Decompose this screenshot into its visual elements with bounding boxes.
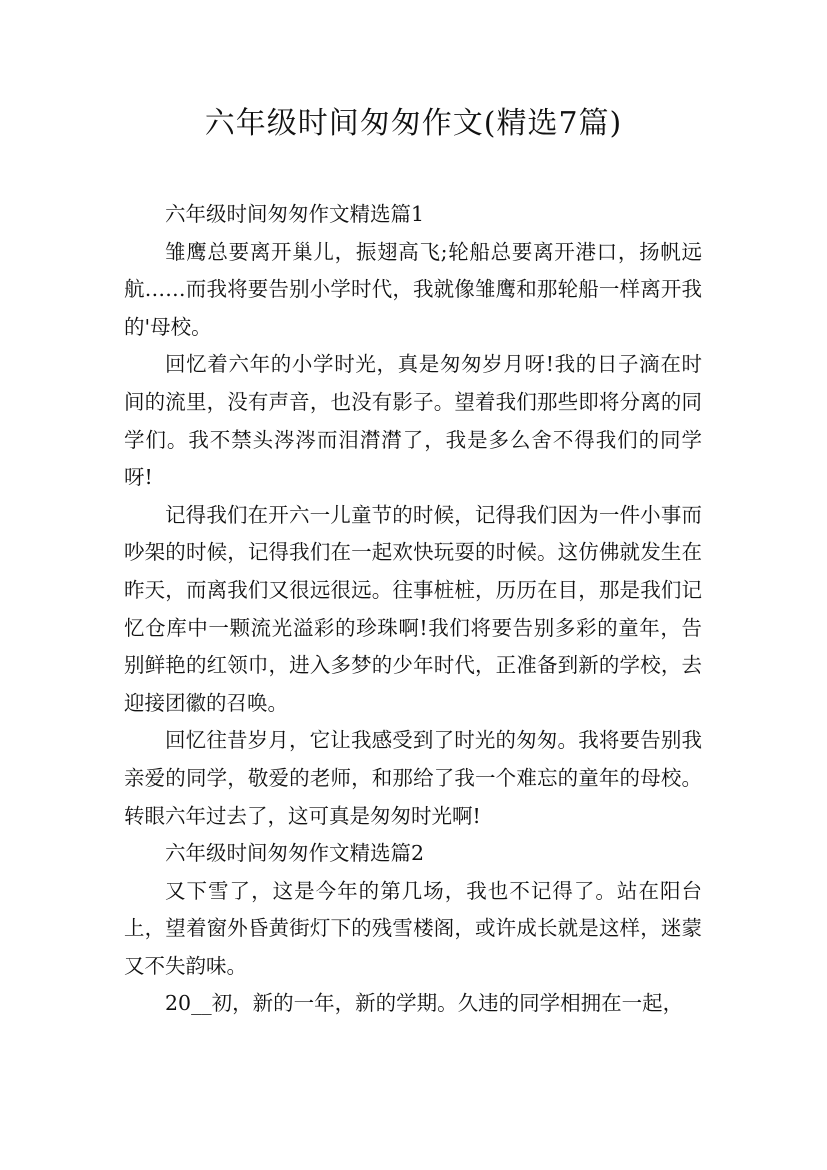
section-heading: 六年级时间匆匆作文精选篇2 — [165, 841, 425, 866]
paragraph: 雏鹰总要离开巢儿，振翅高飞;轮船总要离开港口，扬帆远航……而我将要告别小学时代，我就像雏鹰和那轮船一样离开我的'母校。 — [124, 239, 702, 339]
paragraph: 又下雪了，这是今年的第几场，我也不记得了。站在阳台上，望着窗外昏黄街灯下的残雪楼阁，或许成长就是这样，迷蒙又不失韵味。 — [124, 878, 702, 978]
paragraph: 回忆往昔岁月，它让我感受到了时光的匆匆。我将要告别我亲爱的同学，敬爱的老师，和那给了我一个难忘的童年的母校。转眼六年过去了，这可真是匆匆时光啊! — [124, 728, 702, 828]
paragraph: 回忆着六年的小学时光，真是匆匆岁月呀!我的日子滴在时间的流里，没有声音，也没有影子。望着我们那些即将分离的同学们。我不禁头涔涔而泪潸潸了，我是多么舍不得我们的同学呀! — [124, 352, 702, 490]
document-body — [124, 196, 702, 1023]
document-title: 六年级时间匆匆作文(精选7篇) — [204, 106, 623, 141]
paragraph: 记得我们在开六一儿童节的时候，记得我们因为一件小事而吵架的时候，记得我们在一起欢快玩耍的时候。这仿佛就发生在昨天，而离我们又很远很远。往事桩桩，历历在目，那是我们记忆仓库中一颗流光溢彩的珍珠啊!我们将要告别多彩的童年，告别鲜艳的红领巾，进入多梦的少年时代，正准备到新的学校，去迎接团徽的召唤。 — [124, 502, 702, 715]
section-heading: 六年级时间匆匆作文精选篇1 — [165, 202, 425, 226]
paragraph: 20__初，新的一年，新的学期。久违的同学相拥在一起， — [165, 991, 684, 1016]
